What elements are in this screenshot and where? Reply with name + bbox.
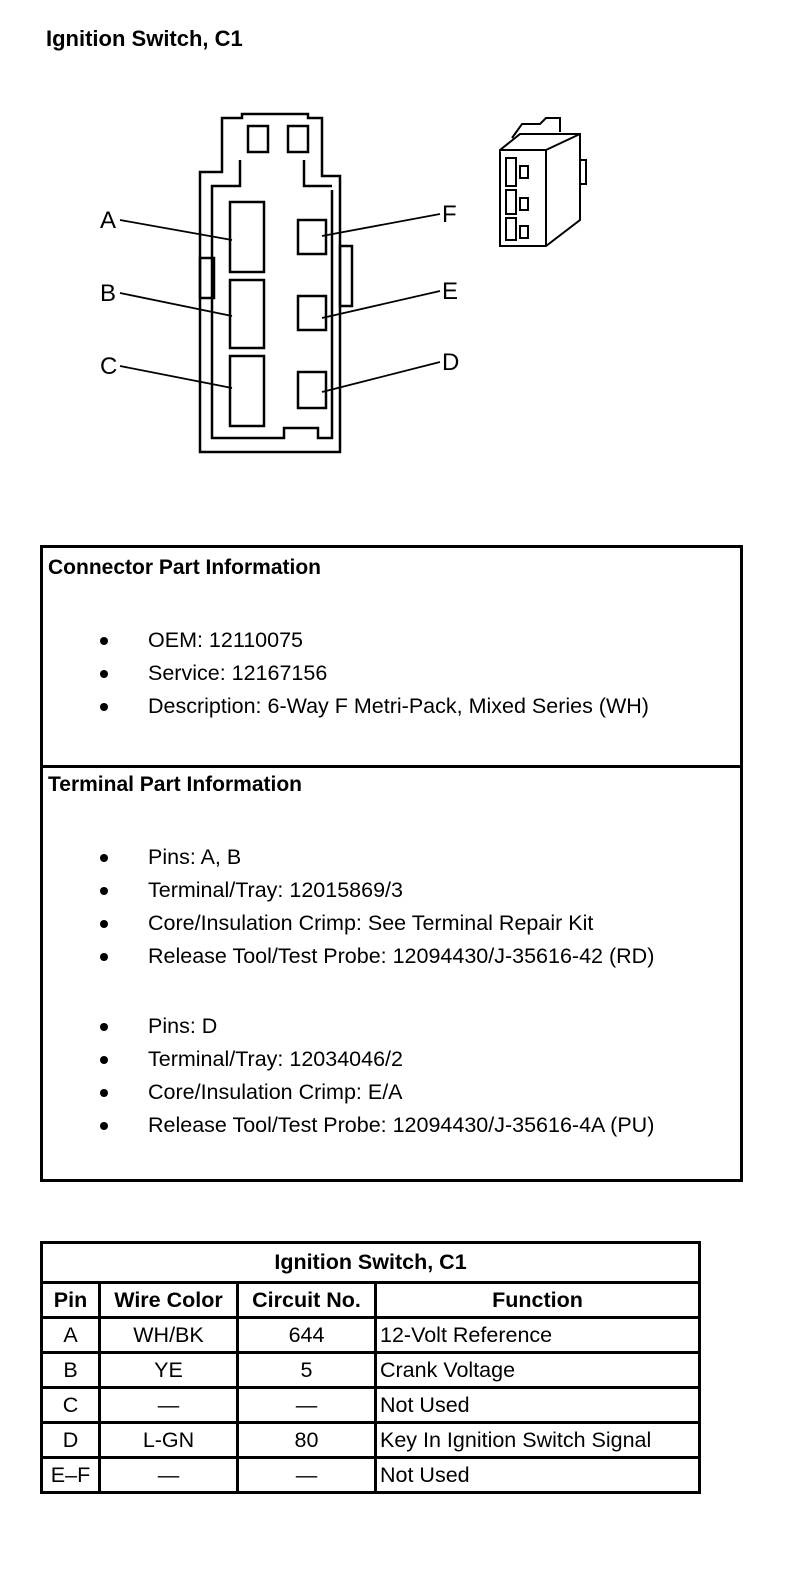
table-row <box>42 1388 700 1423</box>
list-item: Pins: A, B <box>43 841 654 874</box>
pin-label-e: E <box>442 278 459 305</box>
list-item: Description: 6-Way F Metri-Pack, Mixed Series (WH) <box>43 690 649 723</box>
cell-function: Crank Voltage <box>376 1353 700 1388</box>
cell-circuit: 5 <box>238 1353 376 1388</box>
connector-info-list <box>43 624 649 723</box>
cell-function: Not Used <box>376 1458 700 1493</box>
connector-diagram <box>0 0 800 520</box>
terminal-part-info <box>43 765 740 1179</box>
cell-circuit: — <box>238 1388 376 1423</box>
pin-label-f: F <box>442 201 457 228</box>
table-row <box>42 1353 700 1388</box>
table-row <box>42 1423 700 1458</box>
connector-part-info-heading: Connector Part Information <box>48 556 322 579</box>
cell-pin: D <box>42 1423 100 1458</box>
list-item: Service: 12167156 <box>43 657 649 690</box>
list-item: Core/Insulation Crimp: E/A <box>43 1076 654 1109</box>
header-function: Function <box>376 1283 700 1318</box>
cell-pin: C <box>42 1388 100 1423</box>
cell-wire-color: — <box>100 1458 238 1493</box>
cavity-b <box>230 280 264 348</box>
terminal-info-group-1 <box>43 841 654 973</box>
page-title: Ignition Switch, C1 <box>46 26 243 51</box>
cavity-e <box>298 296 326 330</box>
table-row <box>42 1458 700 1493</box>
pin-label-d: D <box>442 349 460 376</box>
header-circuit-no: Circuit No. <box>238 1283 376 1318</box>
cell-pin: B <box>42 1353 100 1388</box>
cell-function: 12-Volt Reference <box>376 1318 700 1353</box>
list-item: OEM: 12110075 <box>43 624 649 657</box>
cavities <box>230 202 326 426</box>
pin-function-table <box>40 1241 701 1494</box>
table-row <box>42 1318 700 1353</box>
cell-circuit: 80 <box>238 1423 376 1458</box>
cell-pin: A <box>42 1318 100 1353</box>
list-item: Pins: D <box>43 1010 654 1043</box>
cell-wire-color: — <box>100 1388 238 1423</box>
cell-wire-color: YE <box>100 1353 238 1388</box>
cavity-f <box>298 220 326 254</box>
cavity-a <box>230 202 264 272</box>
leader-lines <box>120 214 440 392</box>
table-header-row <box>42 1283 700 1318</box>
cavity-d <box>298 372 326 408</box>
cell-circuit: — <box>238 1458 376 1493</box>
cell-pin: E–F <box>42 1458 100 1493</box>
list-item: Release Tool/Test Probe: 12094430/J-35616-4A (PU) <box>43 1109 654 1142</box>
cavity-c <box>230 356 264 426</box>
pin-label-a: A <box>100 207 117 234</box>
table-caption: Ignition Switch, C1 <box>42 1243 700 1283</box>
cell-circuit: 644 <box>238 1318 376 1353</box>
connector-part-info <box>43 548 740 768</box>
pin-label-b: B <box>100 280 117 307</box>
pin-labels <box>100 201 459 380</box>
list-item: Release Tool/Test Probe: 12094430/J-35616-42 (RD) <box>43 940 654 973</box>
header-pin: Pin <box>42 1283 100 1318</box>
list-item: Terminal/Tray: 12015869/3 <box>43 874 654 907</box>
part-info-box <box>40 545 743 1182</box>
cell-function: Not Used <box>376 1388 700 1423</box>
connector-3d-view <box>500 118 586 246</box>
cell-function: Key In Ignition Switch Signal <box>376 1423 700 1458</box>
terminal-info-group-2 <box>43 1010 654 1142</box>
cell-wire-color: WH/BK <box>100 1318 238 1353</box>
header-wire-color: Wire Color <box>100 1283 238 1318</box>
connector-face-outline <box>200 114 352 452</box>
list-item: Core/Insulation Crimp: See Terminal Repair Kit <box>43 907 654 940</box>
pin-label-c: C <box>100 353 118 380</box>
terminal-part-info-heading: Terminal Part Information <box>48 773 302 796</box>
cell-wire-color: L-GN <box>100 1423 238 1458</box>
list-item: Terminal/Tray: 12034046/2 <box>43 1043 654 1076</box>
